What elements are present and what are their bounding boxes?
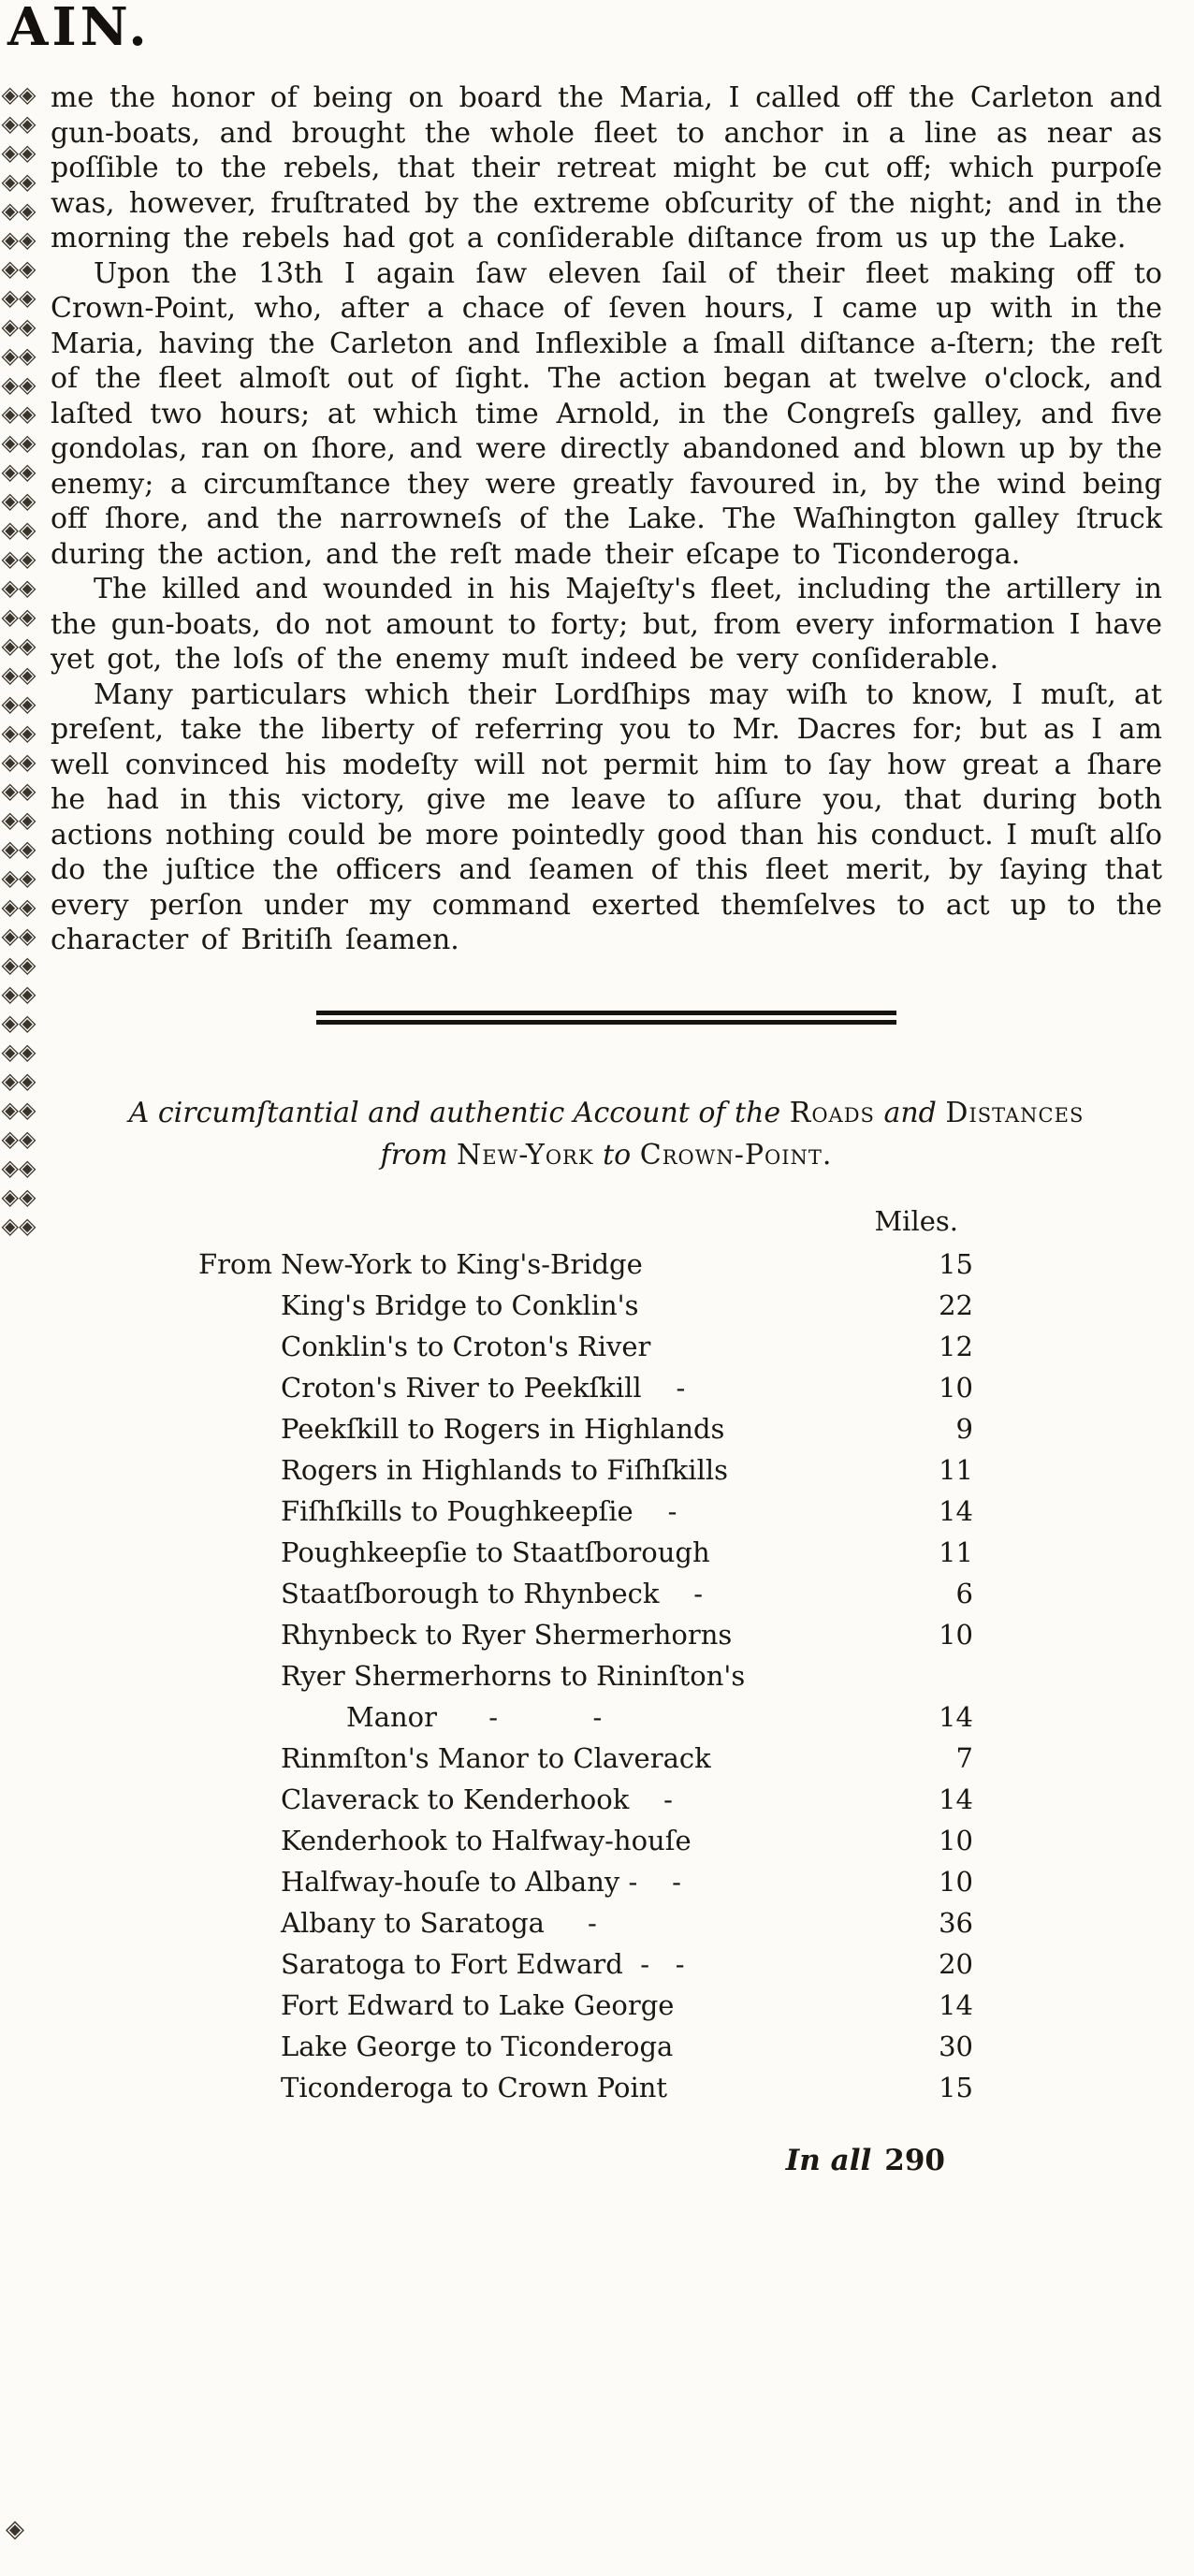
route-label: From New-York to King's-Bridge — [198, 1247, 643, 1280]
route-label: Manor - - — [346, 1700, 603, 1733]
table-row — [198, 1449, 973, 1491]
letter-paragraph-4: Many particulars which their Lordſhips may wiſh to know, I muſt, at preſent, take the liberty of referring you to Mr. Dacres for; but as I am well convinced his modeſty will not permit him to ſay how great a ſhare he had in this victory, give me leave to aſſure you, that during both actions nothing could be more pointedly good than his conduct. I muſt alſo do the juſtice the officers and ſeamen of this fleet merit, by ſaying that every perſon under my command exerted themſelves to act up to the character of Britiſh ſeamen. — [51, 677, 1162, 956]
route-label: Fiſhſkills to Poughkeepſie - — [281, 1494, 677, 1527]
route-label: Lake George to Ticonderoga — [281, 2030, 674, 2062]
account-heading-line-2 — [51, 1134, 1162, 1176]
table-row — [198, 1820, 973, 1861]
table-row — [198, 1491, 973, 1532]
miles-value: 15 — [939, 1247, 973, 1280]
table-row — [198, 1902, 973, 1943]
table-row — [198, 1614, 973, 1655]
route-label: Kenderhook to Halfway-houſe — [281, 1824, 692, 1856]
route-label: King's Bridge to Conklin's — [281, 1288, 639, 1321]
divider-rule-bottom — [316, 1020, 896, 1025]
miles-value: 10 — [939, 1371, 973, 1404]
route-label: Rinmſton's Manor to Claverack — [281, 1741, 711, 1774]
miles-value: 9 — [955, 1412, 973, 1445]
table-row — [198, 2067, 973, 2108]
miles-value: 6 — [955, 1577, 973, 1609]
heading-roads-text: Roads — [789, 1096, 875, 1129]
letter-paragraph-3: The killed and wounded in his Majeſty's fleet, including the artillery in the gun-boats, do not amount to forty; but, from every information I have yet got, the loſs of the enemy muſt indeed be very conſiderable. — [51, 573, 1162, 676]
table-row — [198, 1985, 973, 2026]
route-label: Ryer Shermerhorns to Rininſton's — [281, 1659, 746, 1692]
heading-crownpoint-text: Crown-Point. — [639, 1138, 833, 1172]
miles-value: 10 — [939, 1618, 973, 1651]
letter-body — [51, 80, 1162, 2177]
letter-paragraph-1: me the honor of being on board the Maria, I called off the Carleton and gun-boats, and brought the whole fleet to anchor in a line as near as poſſible to the rebels, that their retreat might be cut off; which purpoſe was, however, fruſtrated by the extreme obſcurity of the night; and in the morning the rebels had got a conſiderable diſtance from us up the Lake. — [51, 81, 1162, 255]
miles-column-header: Miles. — [874, 1204, 958, 1237]
heading-text: and — [874, 1096, 946, 1129]
total-label: In all — [785, 2143, 872, 2177]
table-row — [198, 1244, 973, 1285]
route-label: Peekſkill to Rogers in Highlands — [281, 1412, 725, 1445]
route-label: Poughkeepſie to Staatſborough — [281, 1535, 710, 1568]
account-heading — [51, 1092, 1162, 1176]
miles-value: 36 — [939, 1906, 973, 1939]
route-label: Saratoga to Fort Edward - - — [281, 1947, 685, 1980]
letter-paragraph-2: Upon the 13th I again ſaw eleven ſail of their fleet making off to Crown-Point, who, after a chace of ſeven hours, I came up with in the Maria, having the Carleton and Inflexible a ſmall diſtance a-ſtern; the reſt of the fleet almoſt out of ſight. The action began at twelve o'clock, and laſted two hours; at which time Arnold, in the Congreſs galley, and five gondolas, ran on ſhore, and were directly abandoned and blown up by the enemy; a circumſtance they were greatly favoured in, by the wind being off ſhore, and the narrowneſs of the Lake. The Waſhington galley ſtruck during the action, and the reſt made their eſcape to Ticonderoga. — [51, 256, 1162, 571]
account-heading-line-1 — [51, 1092, 1162, 1134]
table-row — [198, 1367, 973, 1408]
miles-value: 10 — [939, 1824, 973, 1856]
table-row — [198, 1408, 973, 1449]
miles-value: 11 — [939, 1535, 973, 1568]
distance-table — [198, 1202, 973, 2177]
divider-rule-top — [316, 1011, 896, 1015]
route-label: Rogers in Highlands to Fiſhſkills — [281, 1453, 729, 1486]
route-label: Albany to Saratoga - — [281, 1906, 597, 1939]
section-divider-rule — [316, 1011, 896, 1025]
table-row — [198, 1573, 973, 1614]
route-label: Ticonderoga to Crown Point — [281, 2071, 668, 2103]
miles-value: 14 — [939, 1494, 973, 1527]
route-label: Croton's River to Peekſkill - — [281, 1371, 686, 1404]
table-row — [198, 1861, 973, 1902]
miles-value: 20 — [939, 1947, 973, 1980]
table-row — [198, 2026, 973, 2067]
table-row — [198, 1943, 973, 1985]
route-label: Halfway-houſe to Albany - - — [281, 1865, 681, 1898]
route-label: Fort Edward to Lake George — [281, 1988, 675, 2021]
miles-value: 14 — [939, 1783, 973, 1815]
left-ornament-border-icon: ◈◈◈◈◈◈◈◈◈◈◈◈◈◈◈◈◈◈◈◈◈◈◈◈◈◈◈◈◈◈◈◈◈◈◈◈◈◈◈◈◈◈◈◈◈◈◈◈◈◈◈◈◈◈◈◈◈◈◈◈◈◈◈◈◈◈◈◈◈◈◈◈◈◈◈◈◈◈◈◈ — [1, 81, 36, 1239]
miles-value: 14 — [939, 1700, 973, 1733]
miles-value: 7 — [955, 1741, 973, 1774]
total-miles-value: 290 — [884, 2143, 945, 2177]
table-row — [198, 1655, 973, 1696]
route-label: Rhynbeck to Ryer Shermerhorns — [281, 1618, 733, 1651]
table-row — [198, 1285, 973, 1326]
miles-value: 15 — [939, 2071, 973, 2103]
miles-value: 12 — [939, 1330, 973, 1362]
table-row — [198, 1696, 973, 1738]
page-header-fragment: AIN. — [7, 0, 151, 58]
miles-value: 30 — [939, 2030, 973, 2062]
table-row — [198, 1738, 973, 1779]
table-row — [198, 1326, 973, 1367]
table-row — [198, 1532, 973, 1573]
heading-newyork-text: New-York — [457, 1138, 594, 1172]
total-row — [198, 2144, 973, 2177]
miles-value: 22 — [939, 1288, 973, 1321]
route-label: Staatſborough to Rhynbeck - — [281, 1577, 704, 1609]
table-row — [198, 1779, 973, 1820]
heading-distances-text: Distances — [945, 1096, 1085, 1129]
miles-value: 10 — [939, 1865, 973, 1898]
heading-text: to — [593, 1138, 640, 1172]
heading-text: from — [380, 1138, 458, 1172]
heading-text: A circumſtantial and authentic Account of the — [128, 1096, 790, 1129]
miles-value: 11 — [939, 1453, 973, 1486]
miles-value: 14 — [939, 1988, 973, 2021]
bottom-ornament-icon: ◈ — [6, 2515, 24, 2543]
route-label: Conklin's to Croton's River — [281, 1330, 651, 1362]
route-label: Claverack to Kenderhook - — [281, 1783, 673, 1815]
